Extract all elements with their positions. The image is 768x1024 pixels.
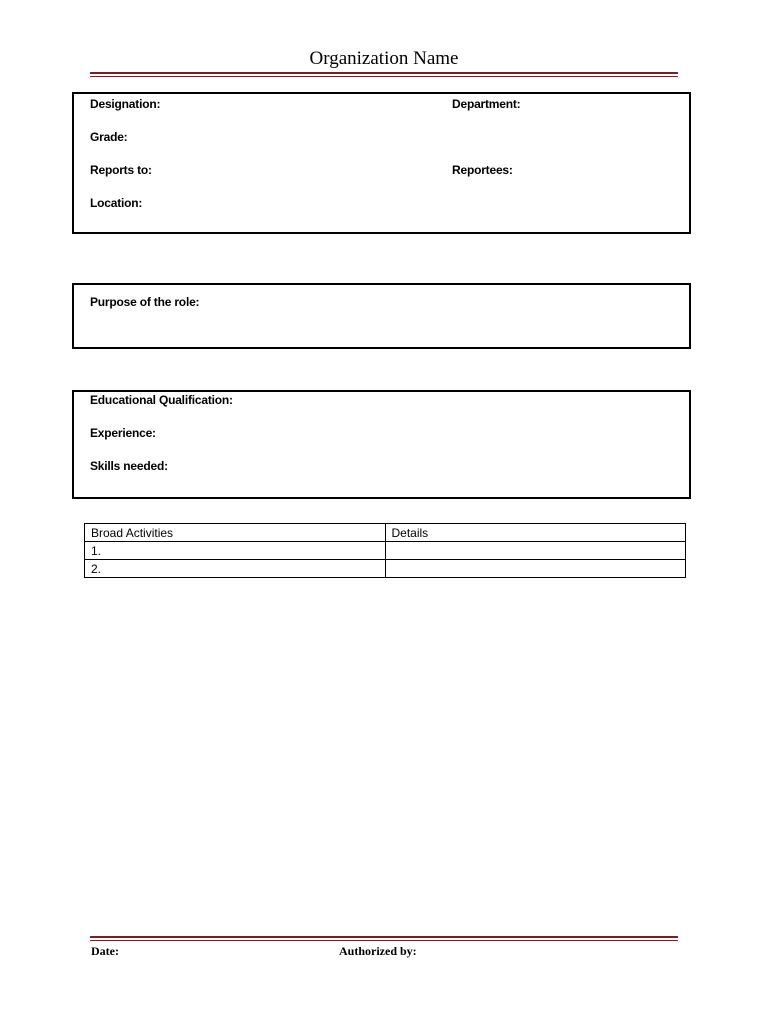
table-cell-activity: 1. — [85, 542, 386, 560]
job-details-box — [72, 92, 691, 234]
purpose-box — [72, 283, 691, 349]
purpose-label: Purpose of the role: — [90, 295, 200, 309]
education-label: Educational Qualification: — [90, 393, 233, 407]
table-cell-details — [385, 542, 686, 560]
activities-table — [84, 523, 686, 578]
column-header-details: Details — [385, 524, 686, 542]
reportees-label: Reportees: — [452, 163, 513, 177]
table-row — [85, 560, 686, 578]
table-header-row — [85, 524, 686, 542]
authorized-by-label: Authorized by: — [339, 944, 417, 958]
location-label: Location: — [90, 196, 143, 210]
designation-label: Designation: — [90, 97, 161, 111]
grade-label: Grade: — [90, 130, 128, 144]
reports-to-label: Reports to: — [90, 163, 152, 177]
organization-name: Organization Name — [309, 48, 459, 69]
column-header-broad-activities: Broad Activities — [85, 524, 386, 542]
table-cell-activity: 2. — [85, 560, 386, 578]
header-divider — [90, 72, 678, 78]
date-label: Date: — [91, 944, 119, 958]
experience-label: Experience: — [90, 426, 156, 440]
department-label: Department: — [452, 97, 521, 111]
table-row — [85, 542, 686, 560]
table-cell-details — [385, 560, 686, 578]
skills-label: Skills needed: — [90, 459, 168, 473]
footer-divider — [90, 936, 678, 942]
